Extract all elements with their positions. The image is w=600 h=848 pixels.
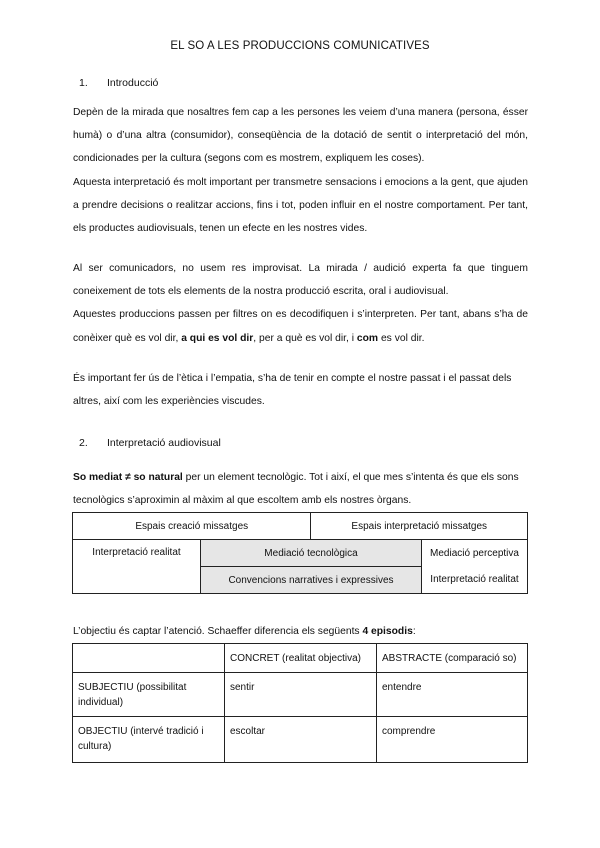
section-1-number: 1. bbox=[79, 77, 88, 89]
table-cell: comprendre bbox=[377, 717, 528, 763]
document-title: EL SO A LES PRODUCCIONS COMUNICATIVES bbox=[170, 40, 430, 52]
bold-text: So mediat ≠ so natural bbox=[73, 472, 183, 483]
table-cell: Mediació tecnològica bbox=[201, 540, 422, 567]
table-cell: sentir bbox=[225, 673, 377, 717]
paragraph bbox=[73, 303, 528, 349]
section-1-body-b bbox=[73, 257, 528, 350]
paragraph: Depèn de la mirada que nosaltres fem cap a les persones les veiem d’una manera (persona, ésser humà) o d’una altra (consumidor), conseqüència de la dotació de sentit o interpretació del món, condicionades per la cultura (segons com es mostrem, expliquem les coses). bbox=[73, 107, 528, 165]
section-2-number: 2. bbox=[79, 437, 88, 449]
table-cell: Convencions narratives i expressives bbox=[201, 567, 422, 594]
table-cell: entendre bbox=[377, 673, 528, 717]
table-cell: Interpretació realitat bbox=[73, 540, 201, 594]
bold-text: com bbox=[356, 332, 379, 344]
section-2-body-b bbox=[73, 620, 528, 643]
section-2-title: Interpretació audiovisual bbox=[107, 437, 221, 449]
text-run: , per a què es vol dir, i bbox=[253, 332, 357, 344]
table-cell: ABSTRACTE (comparació so) bbox=[377, 644, 528, 673]
cell-line: Interpretació realitat bbox=[430, 573, 519, 585]
section-1-body-c bbox=[73, 367, 528, 413]
section-2-body-a bbox=[73, 466, 528, 512]
table-cell: Espais interpretació missatges bbox=[311, 513, 528, 540]
paragraph: És important fer ús de l’ètica i l’empatia, s’ha de tenir en compte el nostre passat i el passat dels altres, així com les experiències viscudes. bbox=[73, 373, 512, 408]
messages-spaces-table bbox=[72, 512, 528, 594]
schaeffer-episodes-table bbox=[72, 643, 528, 763]
paragraph: Al ser comunicadors, no usem res improvisat. La mirada / audició experta fa que tinguem coneixement de tots els elements de la nostra producció escrita, oral i audiovisual. bbox=[73, 263, 528, 298]
bold-text: 4 episodis bbox=[362, 626, 413, 637]
table-cell: OBJECTIU (intervé tradició i cultura) bbox=[73, 717, 225, 763]
text-run: : bbox=[412, 626, 416, 637]
table-row bbox=[73, 717, 528, 763]
section-2-heading bbox=[79, 437, 221, 449]
text-run: es vol dir. bbox=[378, 332, 425, 344]
table-row bbox=[73, 644, 528, 673]
text-run: L’objectiu és captar l’atenció. Schaeffer diferencia els següents bbox=[73, 626, 363, 637]
table-row bbox=[73, 673, 528, 717]
cell-line: Mediació perceptiva bbox=[430, 547, 519, 559]
section-1-heading bbox=[79, 77, 158, 89]
text-run: Aquestes produccions passen per filtres on es decodifiquen i s’interpreten. Per tant, abans s’ha de conèixer què es vol dir, bbox=[73, 309, 528, 344]
paragraph: Aquesta interpretació és molt important per transmetre sensacions i emocions a la gent, que ajuden a prendre decisions o realitzar accions, fins i tot, poden influir en el nostre comportament. Per tant, els productes audiovisuals, tenen un efecte en les nostres vides. bbox=[73, 176, 528, 235]
section-1-title: Introducció bbox=[107, 77, 159, 89]
text-run: per un element tecnològic. Tot i així, el que mes s’intenta és que els sons tecnològics s’aproximin al màxim al que escoltem amb els nostres òrgans. bbox=[73, 472, 519, 507]
paragraph bbox=[73, 620, 528, 643]
table-cell: Espais creació missatges bbox=[73, 513, 311, 540]
table-cell: SUBJECTIU (possibilitat individual) bbox=[73, 673, 225, 717]
table-cell bbox=[422, 540, 528, 594]
table-cell: CONCRET (realitat objectiva) bbox=[225, 644, 377, 673]
section-1-body-a bbox=[73, 101, 528, 240]
bold-text: a qui es vol dir bbox=[181, 332, 254, 344]
table-cell bbox=[73, 644, 225, 673]
paragraph bbox=[73, 466, 528, 512]
table-cell: escoltar bbox=[225, 717, 377, 763]
